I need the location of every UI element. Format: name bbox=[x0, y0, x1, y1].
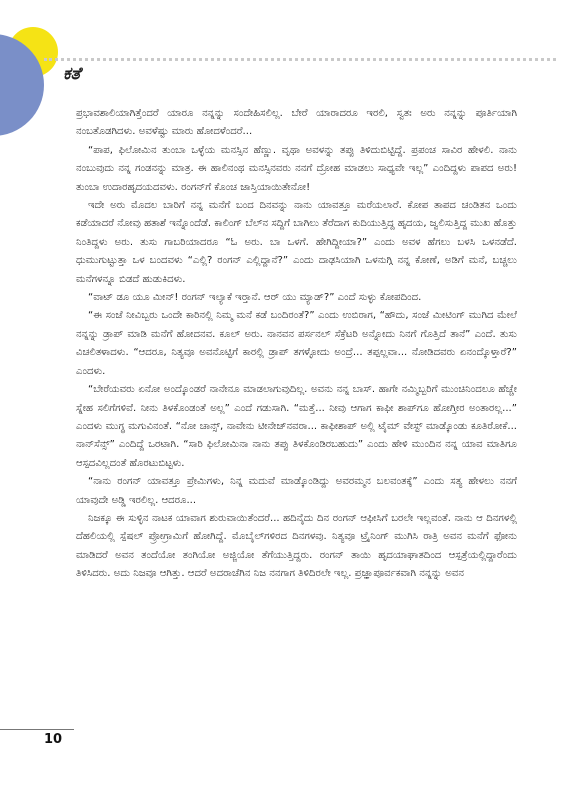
footer-rule bbox=[0, 729, 74, 730]
section-label: ಕತೆ bbox=[63, 64, 81, 84]
paragraph: “ಪಾಪ, ಫಿಲೋಮಿನ ತುಂಬಾ ಒಳ್ಳೆಯ ಮನಸ್ಸಿನ ಹೆಣ್ಣು. ವೃಥಾ ಅವಳನ್ನು ತಪ್ಪು ತಿಳಿದುಬಿಟ್ಟಿದ್ದೆ. ಪ್ರಪಂಚ ಸಾವಿರ ಹೇಳಲಿ. ನಾನು ನಂಬುವುದು ನನ್ನ ಗಂಡನನ್ನು ಮಾತ್ರ. ಈ ಹಾಲಿನಂಥ ಮನಸ್ಸಿನವರು ನನಗೆ ದ್ರೋಹ ಮಾಡಲು ಸಾಧ್ಯವೇ ಇಲ್ಲ” ಎಂದಿದ್ದಳು ಪಾಪದ ಅರು! ತುಂಬಾ ಉದಾರಹೃದಯದವಳು. ರಂಗನ್‌ಗೆ ಕೊಂಚ ಜಾಸ್ತಿಯಾಯಿತೇನೋ! bbox=[76, 144, 517, 193]
paragraph: ನಿಜಕ್ಕೂ ಈ ಸುಳ್ಳಿನ ನಾಟಕ ಯಾವಾಗ ಶುರುವಾಯಿತೆಂದರೆ... ಹದಿನೈದು ದಿನ ರಂಗನ್ ಆಫೀಸಿಗೆ ಬರಲೇ ಇಲ್ಲವಂತೆ. ನಾನು ಆ ದಿನಗಳಲ್ಲಿ ದೆಹಲಿಯಲ್ಲಿ ಸ್ಪೆಷಲ್ ಪ್ರೋಗ್ರಾಮಿಗೆ ಹೋಗಿದ್ದೆ. ಮೊಬೈಲ್‌ಗಳಿರದ ದಿನಗಳವು. ನಿತ್ಯವೂ ಟ್ರೈನಿಂಗ್ ಮುಗಿಸಿ ರಾತ್ರಿ ಅವನ ಮನೆಗೆ ಫೋನು ಮಾಡಿದರೆ ಅವನ ತಂದೆಯೋ ತಂಗಿಯೋ ಅಜ್ಜಿಯೋ ತೆಗೆಯುತ್ತಿದ್ದರು. ರಂಗನ್ ತಾಯಿ ಹೃದಯಾಘಾತದಿಂದ ಆಸ್ಪತ್ರೆಯಲ್ಲಿದ್ದಾರೆಂದು ತಿಳಿಸಿದರು. ಅದು ನಿಜವೂ ಆಗಿತ್ತು. ಆದರೆ ಅದರಾಚೆಗಿನ ನಿಜ ನನಗಾಗ ತಿಳಿದಿರಲೇ ಇಲ್ಲ. ಪ್ರಜ್ಞಾಪೂರ್ವಕವಾಗಿ ನನ್ನನ್ನು ಅವನ bbox=[76, 512, 517, 580]
paragraph: ಪ್ರಭಾವಶಾಲಿಯಾಗಿತ್ತೆಂದರೆ ಯಾರೂ ನನ್ನನ್ನು ಸಂದೇಹಿಸಲಿಲ್ಲ. ಬೇರೆ ಯಾರಾದರೂ ಇರಲಿ, ಸ್ವತಃ ಅರು ನನ್ನನ್ನು ಪೂರ್ತಿಯಾಗಿ ನಂಬತೊಡಗಿದಳು. ಅವಳೆಷ್ಟು ಮಾರು ಹೋದಳೆಂದರೆ... bbox=[76, 108, 517, 138]
paragraph: “ವಾಟ್ ಡೂ ಯೂ ಮೀನ್! ರಂಗನ್ ಇಲ್ಯಾಕೆ ಇರ್‍ತಾನೆ. ಆರ್ ಯು ಮ್ಯಾಡ್?” ಎಂದೆ ಸುಳ್ಳು ಕೋಪದಿಂದ. bbox=[88, 292, 422, 304]
paragraph: “ನಾನು ರಂಗನ್ ಯಾವತ್ತೂ ಪ್ರೇಮಿಗಳು, ನಿನ್ನ ಮದುವೆ ಮಾಡ್ಕೊಂಡಿದ್ದು ಅವರಮ್ಮನ ಬಲವಂತಕ್ಕೆ” ಎಂದು ಸತ್ಯ ಹೇಳಲು ನನಗೆ ಯಾವುದೇ ಅಡ್ಡಿ ಇರಲಿಲ್ಲ. ಆದರೂ... bbox=[76, 476, 517, 506]
header-dotted-rule bbox=[44, 58, 556, 61]
paragraph: “ಈ ಸಂಜೆ ನೀವಿಬ್ಬರು ಒಂದೇ ಕಾರಿನಲ್ಲಿ ನಿಮ್ಮ ಮನೆ ಕಡೆ ಬಂದಿರಂತೆ?” ಎಂದು ಉಬಿರಾಗ, “ಹೌದು, ಸಂಜೆ ಮೀಟಿಂಗ್ ಮುಗಿದ ಮೇಲೆ ನನ್ನನ್ನು ಡ್ರಾಪ್ ಮಾಡಿ ಮನೆಗೆ ಹೋದನವ. ಕೂಲ್ ಅರು. ನಾನವನ ಪರ್ಸನಲ್ ಸೆಕ್ರೆಟರಿ ಅನ್ನೋದು ನಿನಗೆ ಗೊತ್ತಿದೆ ತಾನೆ” ಎಂದೆ. ತುಸು ವಿಚಲಿತಳಾದಳು. “ಆದರೂ, ನಿತ್ಯವೂ ಅವನೊಟ್ಟಿಗೆ ಕಾರಲ್ಲಿ ಡ್ರಾಪ್ ತಗಳ್ಳೋದು ಅಂದ್ರೆ... ತಪ್ಪಲ್ಲವಾ... ನೋಡಿದವರು ಏನಂದ್ಕೊಳ್ತಾರೆ?” ಎಂದಳು. bbox=[76, 310, 517, 377]
paragraph: ಇದೇ ಅರು ಮೊದಲ ಬಾರಿಗೆ ನನ್ನ ಮನೆಗೆ ಬಂದ ದಿನವನ್ನು ನಾನು ಯಾವತ್ತೂ ಮರೆಯಲಾರೆ. ಕೋಪ ತಾಪದ ಚಂಡಿತನ ಒಂದು ಕಡೆಯಾದರೆ ನೋವು ಹತಾಶೆ ಇನ್ನೊಂದೆಡೆ. ಕಾಲಿಂಗ್ ಬೆಲ್‌ನ ಸದ್ದಿಗೆ ಬಾಗಿಲು ತೆರೆದಾಗ ಕುದಿಯುತ್ತಿದ್ದ ಹೃದಯ, ಜ್ವಲಿಸುತ್ತಿದ್ದ ಮುಖ ಹೊತ್ತು ನಿಂತಿದ್ದಳು ಅರು. ತುಸು ಗಾಬರಿಯಾದರೂ “ಓ ಅರು. ಬಾ ಒಳಗೆ. ಹೇಗಿದ್ದೀಯಾ?” ಎಂದು ಅವಳ ಹೆಗಲು ಬಳಸಿ ಒಳನಡೆದೆ. ಧುಮುಗುಟ್ಟುತ್ತಾ ಒಳ ಬಂದವಳು “ಎಲ್ಲಿ? ರಂಗನ್ ಎಲ್ಲಿದ್ದಾನೆ?” ಎಂದು ದಾಢಸಿಯಾಗಿ ಒಳನುಗ್ಗಿ ನನ್ನ ಕೋಣೆ, ಅಡಿಗೆ ಮನೆ, ಬಚ್ಚಲು ಮನೆಗಳನ್ನೂ ಬಿಡದೆ ಹುಡುಕಿದಳು. bbox=[76, 200, 517, 285]
paragraph: “ಬೇರೆಯವರು ಏನೋ ಅಂದ್ಕೊಂಡರೆ ನಾನೇನೂ ಮಾಡಲಾಗುವುದಿಲ್ಲ. ಅವನು ನನ್ನ ಬಾಸ್. ಹಾಗೇ ನಮ್ಮಿಬ್ಬರಿಗೆ ಮುಂಚಿನಿಂದಲೂ ಹೆಚ್ಚೇ ಸ್ನೇಹ ಸಲಿಗೆಗಳಿವೆ. ನೀನು ತಿಳಕೊಂಡಂತೆ ಅಲ್ಲ” ಎಂದೆ ಗಡುಸಾಗಿ. “ಮತ್ತೆ... ನೀವು ಆಗಾಗ ಕಾಫೀ ಶಾಪ್‌ಗೂ ಹೋಗ್ತೀರ ಅಂತಾರಲ್ಲ...” ಎಂದಳು ಮುಗ್ಧ ಮಗುವಿನಂತೆ. “ನೋ ಚಾನ್ಸ್, ನಾವೇನು ಟೀನೇಜ್‌ನವರಾ... ಕಾಫೀಶಾಪ್ ಅಲ್ಲಿ ಟೈಮ್ ವೇಸ್ಟ್ ಮಾಡ್ಕೊಂಡು ಕೂತಿರೋಕೆ... ನಾನ್‌ಸೆನ್ಸ್” ಎಂದಿದ್ದೆ ಒರಟಾಗಿ. “ಸಾರಿ ಫಿಲೋಮಿನಾ ನಾನು ತಪ್ಪು ತಿಳಕೊಂಡಿರಬಹುದು” ಎಂದು ಹೇಳಿ ಮುಂದಿನ ನನ್ನ ಯಾವ ಮಾತಿಗೂ ಆಸ್ಪದವಿಲ್ಲದಂತೆ ಹೊರಟುಬಿಟ್ಟಳು. bbox=[76, 384, 517, 469]
page-number: 10 bbox=[44, 732, 63, 747]
story-body bbox=[76, 105, 517, 584]
